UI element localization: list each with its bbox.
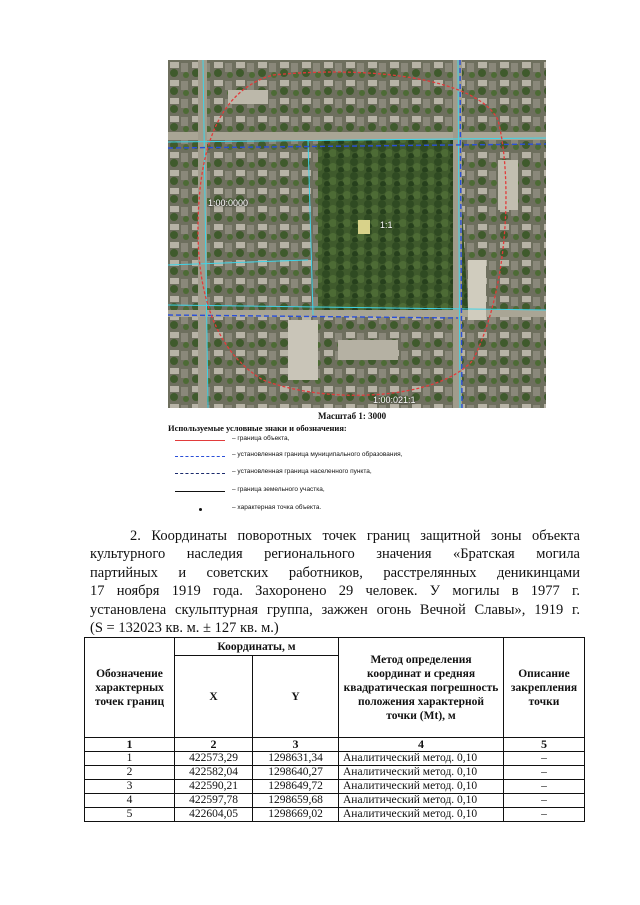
coord-x: 422573,29 xyxy=(175,752,253,766)
legend-item xyxy=(175,468,475,480)
description-cell: – xyxy=(504,780,585,794)
legend-swatch xyxy=(175,473,225,474)
column-number-row xyxy=(85,738,585,752)
paragraph-line: 2. Координаты поворотных точек границ защитной зоны объекта xyxy=(130,528,580,544)
legend-item xyxy=(175,486,475,498)
legend-label: – характерная точка объекта. xyxy=(232,504,322,511)
coord-x: 422582,04 xyxy=(175,766,253,780)
header-x: X xyxy=(175,656,253,738)
paragraph-line: установлена скульптурная группа, зажжен огонь Вечной Славы», 1919 г. xyxy=(90,601,580,618)
legend-swatch xyxy=(199,508,202,511)
legend-label: – граница земельного участка, xyxy=(232,486,325,493)
method-cell: Аналитический метод. 0,10 xyxy=(339,794,504,808)
point-number: 5 xyxy=(85,808,175,822)
column-number: 3 xyxy=(253,738,339,752)
object-label: 1:1 xyxy=(380,220,393,230)
table-row xyxy=(85,808,585,822)
description-cell: – xyxy=(504,808,585,822)
parcel-label: 1:00:021:1 xyxy=(373,395,416,405)
description-cell: – xyxy=(504,794,585,808)
coord-y: 1298659,68 xyxy=(253,794,339,808)
legend-label: – установленная граница населенного пункта, xyxy=(232,468,372,475)
coord-y: 1298669,02 xyxy=(253,808,339,822)
parcel-label: 1:00:0000 xyxy=(208,198,249,208)
point-number: 3 xyxy=(85,780,175,794)
coordinates-table xyxy=(84,637,585,822)
description-cell: – xyxy=(504,752,585,766)
legend-label: – установленная граница муниципального образования, xyxy=(232,451,403,458)
table-row xyxy=(85,794,585,808)
table-row xyxy=(85,780,585,794)
legend-title: Используемые условные знаки и обозначения: xyxy=(168,423,347,433)
paragraph-line: культурного наследия регионального значения «Братская могила xyxy=(90,546,580,563)
method-cell: Аналитический метод. 0,10 xyxy=(339,766,504,780)
header-coordinates: Координаты, м xyxy=(175,638,339,656)
map-scale: Масштаб 1: 3000 xyxy=(318,411,387,421)
point-number: 1 xyxy=(85,752,175,766)
coord-x: 422604,05 xyxy=(175,808,253,822)
column-number: 4 xyxy=(339,738,504,752)
coord-x: 422597,78 xyxy=(175,794,253,808)
legend-label: – граница объекта, xyxy=(232,435,290,442)
header-description: Описание закрепления точки xyxy=(504,638,585,738)
header-point: Обозначение характерных точек границ xyxy=(85,638,175,738)
zone-description xyxy=(90,527,580,637)
paragraph-line: (S = 132023 кв. м. ± 127 кв. м.) xyxy=(90,620,279,637)
point-number: 2 xyxy=(85,766,175,780)
legend-item xyxy=(175,435,475,447)
legend-swatch xyxy=(175,456,225,457)
legend-item xyxy=(175,504,475,516)
legend-swatch xyxy=(175,440,225,441)
method-cell: Аналитический метод. 0,10 xyxy=(339,808,504,822)
table-row xyxy=(85,766,585,780)
column-number: 5 xyxy=(504,738,585,752)
map-graphic xyxy=(168,60,546,408)
paragraph-line: 17 ноября 1919 года. Захоронено 29 человек. У могилы в 1977 г. xyxy=(90,583,580,600)
header-method: Метод определения координат и средняя квадратическая погрешность положения характерной точки (Mt), м xyxy=(339,638,504,738)
method-cell: Аналитический метод. 0,10 xyxy=(339,780,504,794)
coord-y: 1298649,72 xyxy=(253,780,339,794)
coord-y: 1298640,27 xyxy=(253,766,339,780)
description-cell: – xyxy=(504,766,585,780)
coord-y: 1298631,34 xyxy=(253,752,339,766)
method-cell: Аналитический метод. 0,10 xyxy=(339,752,504,766)
aerial-map xyxy=(168,60,546,408)
point-number: 4 xyxy=(85,794,175,808)
header-y: Y xyxy=(253,656,339,738)
paragraph-line: партийных и советских работников, расстрелянных деникинцами xyxy=(90,564,580,581)
legend-swatch xyxy=(175,491,225,492)
coord-x: 422590,21 xyxy=(175,780,253,794)
column-number: 1 xyxy=(85,738,175,752)
legend-item xyxy=(175,451,475,463)
table-row xyxy=(85,752,585,766)
column-number: 2 xyxy=(175,738,253,752)
